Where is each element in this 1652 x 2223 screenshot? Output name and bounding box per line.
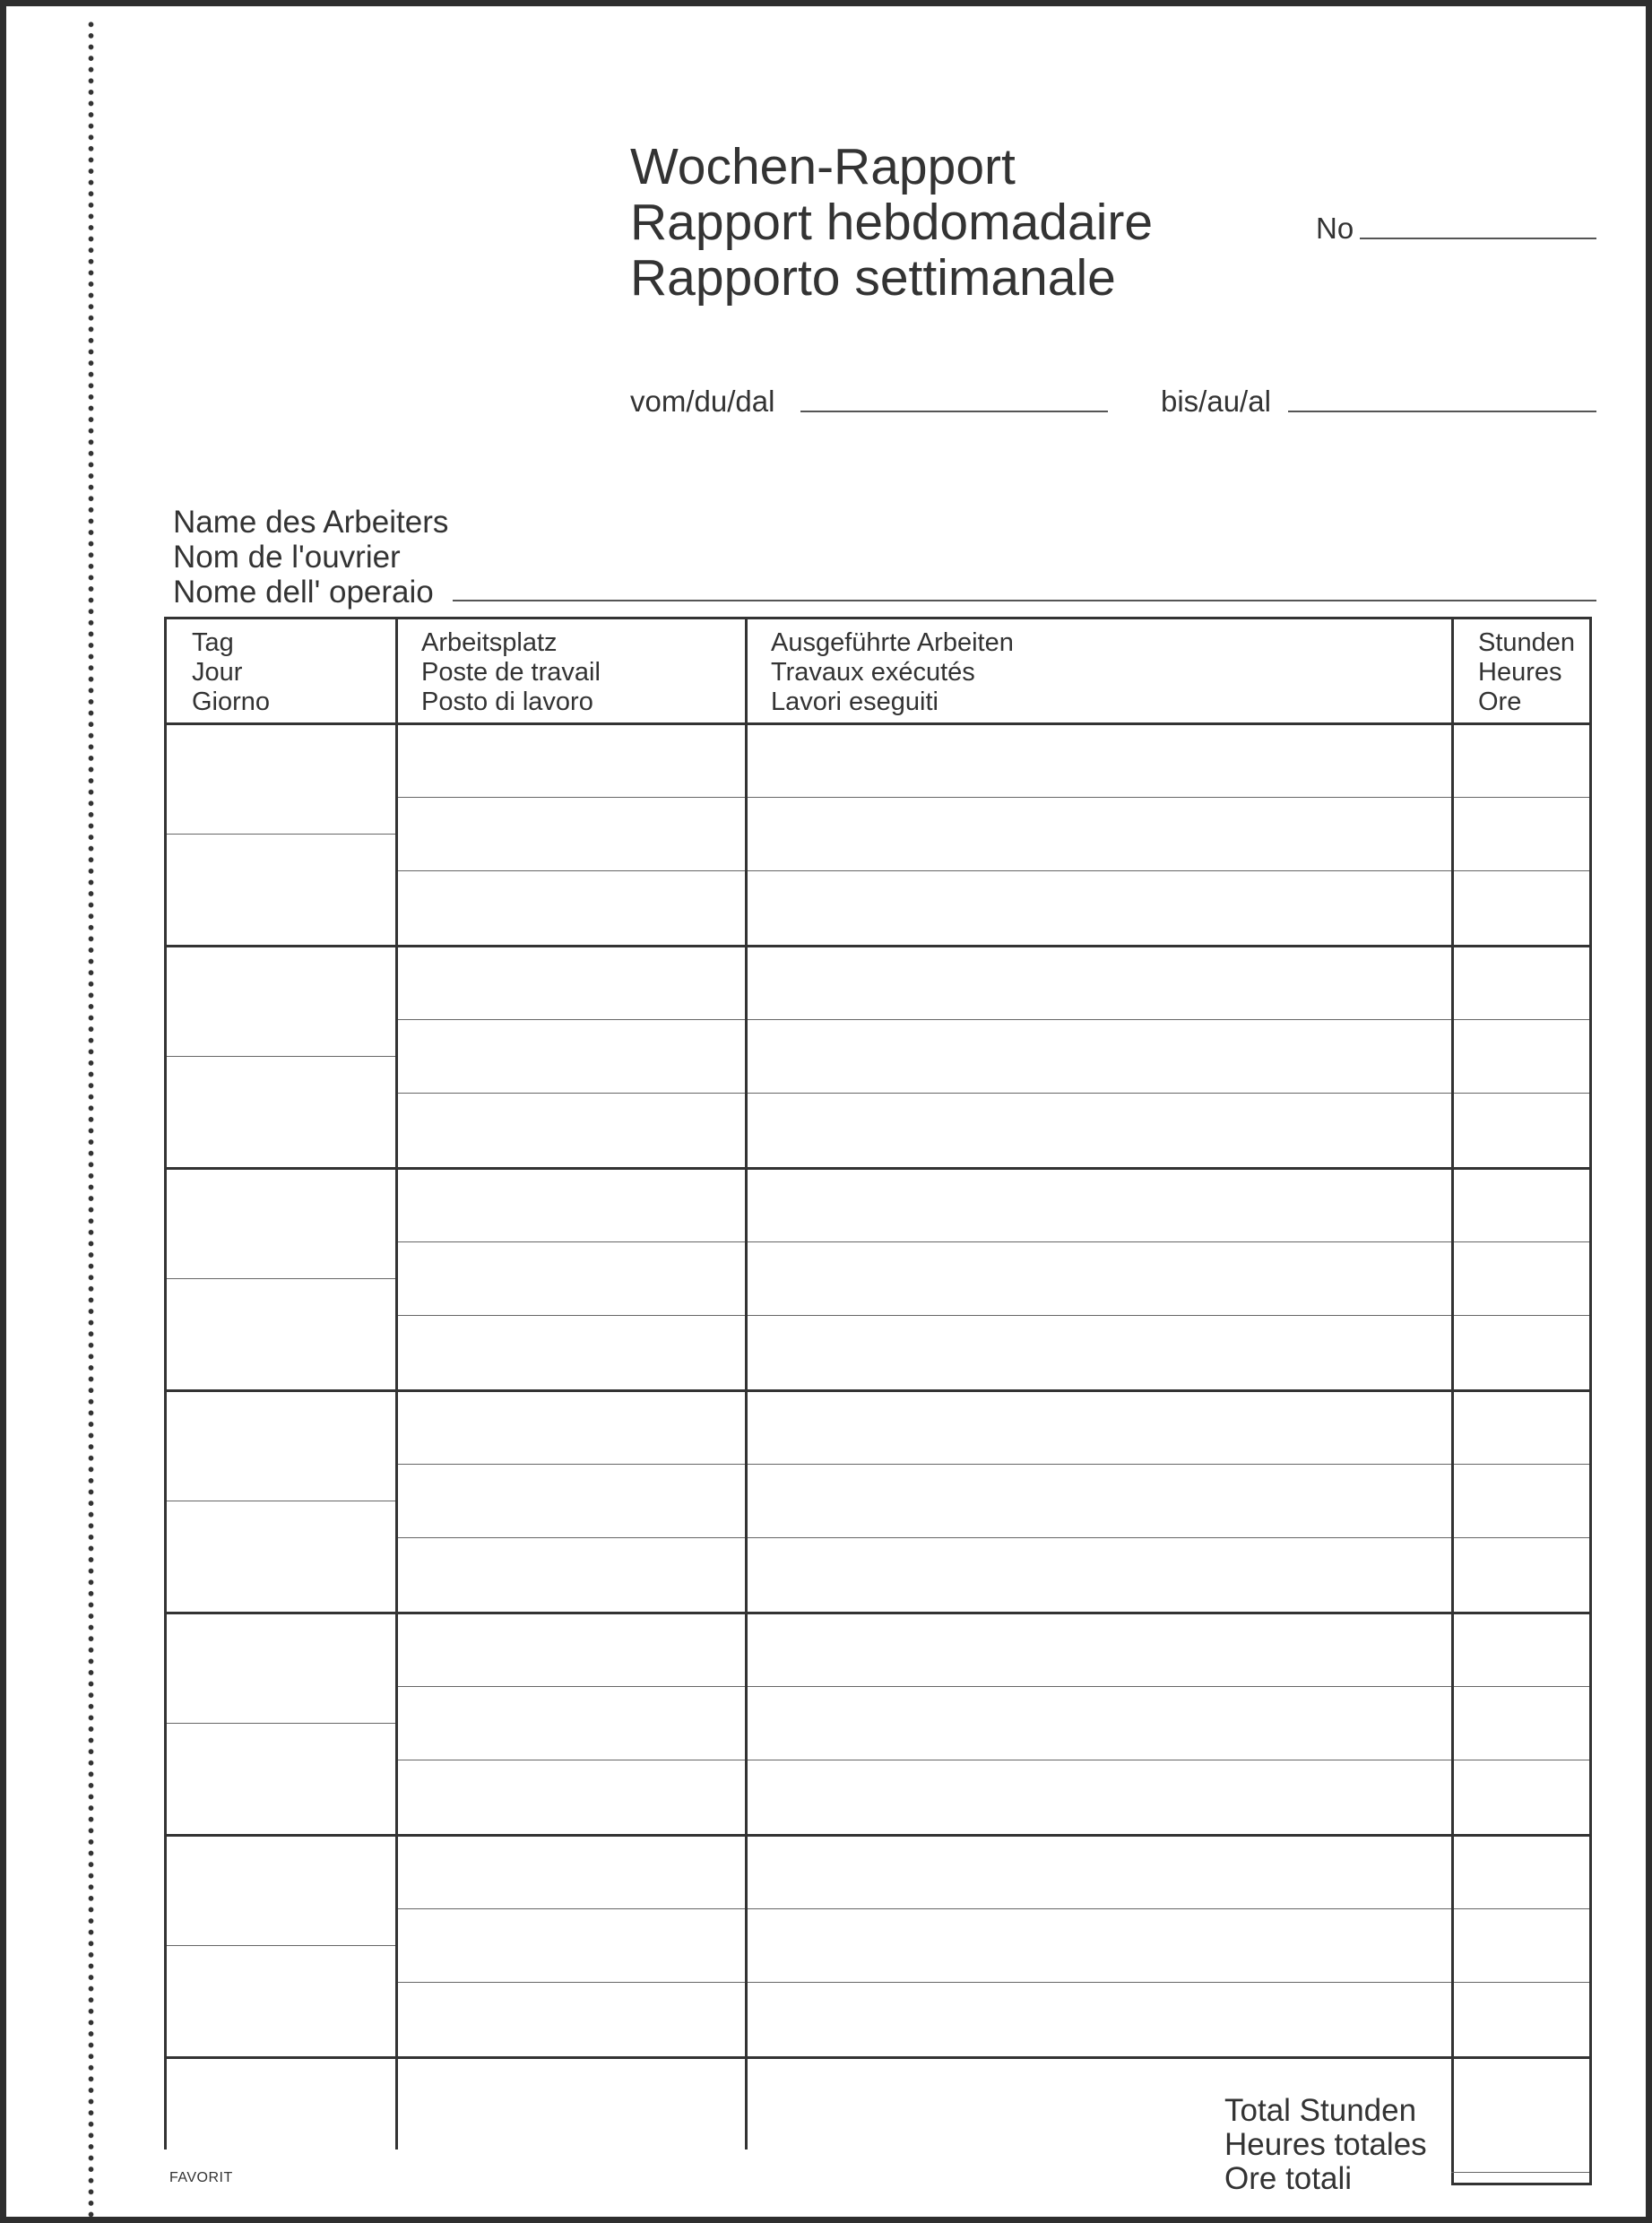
day-cell-divider — [164, 1945, 395, 1946]
from-date-field[interactable] — [800, 411, 1108, 412]
worker-label-fr: Nom de l'ouvrier — [173, 540, 401, 575]
total-label-it: Ore totali — [1224, 2161, 1352, 2196]
header-day-it: Giorno — [192, 688, 271, 716]
to-date-field[interactable] — [1288, 411, 1596, 412]
header-day — [192, 628, 270, 717]
entry-row-divider — [395, 797, 1589, 798]
day-block-divider — [164, 1612, 1589, 1614]
header-workplace-fr: Poste de travail — [421, 658, 601, 687]
header-hours-fr: Heures — [1478, 658, 1562, 687]
total-label-fr: Heures totales — [1224, 2127, 1427, 2162]
day-cell-divider — [164, 1056, 395, 1057]
header-work-done-fr: Travaux exécutés — [771, 658, 975, 687]
header-workplace — [421, 628, 601, 717]
total-label-de: Total Stunden — [1224, 2093, 1417, 2128]
day-block-divider — [164, 2056, 1589, 2059]
table-column-line — [745, 617, 748, 2149]
header-day-de: Tag — [192, 628, 234, 657]
brand-mark: FAVORIT — [169, 2170, 233, 2185]
title-it: Rapporto settimanale — [630, 249, 1116, 307]
entry-row-divider — [395, 1241, 1589, 1242]
entry-row-divider — [395, 1464, 1589, 1465]
title-de: Wochen-Rapport — [630, 138, 1016, 195]
header-hours-it: Ore — [1478, 688, 1522, 716]
day-block-divider — [164, 1167, 1589, 1170]
day-block-divider — [164, 1834, 1589, 1837]
number-label: No — [1316, 212, 1354, 245]
table-top-border — [164, 617, 1589, 619]
day-cell-divider — [164, 1723, 395, 1724]
entry-row-divider — [395, 1315, 1589, 1316]
day-block-divider — [164, 945, 1589, 947]
from-label: vom/du/dal — [630, 385, 775, 418]
table-column-line — [1451, 617, 1454, 2183]
header-workplace-de: Arbeitsplatz — [421, 628, 558, 657]
entry-row-divider — [395, 1686, 1589, 1687]
entry-row-divider — [395, 1093, 1589, 1094]
total-hours-field[interactable] — [1454, 2059, 1589, 2183]
entry-row-divider — [395, 1982, 1589, 1983]
total-box-bottom — [1451, 2183, 1592, 2185]
table-column-line — [1589, 617, 1592, 2183]
header-work-done-it: Lavori eseguiti — [771, 688, 938, 716]
table-column-line — [164, 617, 167, 2149]
entry-row-divider — [395, 870, 1589, 871]
title-fr: Rapport hebdomadaire — [630, 194, 1154, 251]
header-workplace-it: Posto di lavoro — [421, 688, 593, 716]
header-hours-de: Stunden — [1478, 628, 1576, 657]
worker-label-de: Name des Arbeiters — [173, 505, 449, 540]
header-work-done — [771, 628, 1014, 717]
to-label: bis/au/al — [1161, 385, 1271, 418]
header-hours — [1478, 628, 1575, 717]
entry-row-divider — [395, 1908, 1589, 1909]
header-day-fr: Jour — [192, 658, 243, 687]
worker-label-it: Nome dell' operaio — [173, 575, 434, 610]
table-header-divider — [164, 722, 1589, 725]
day-block-divider — [164, 1389, 1589, 1392]
day-cell-divider — [164, 1278, 395, 1279]
worker-name-field[interactable] — [453, 600, 1596, 601]
header-work-done-de: Ausgeführte Arbeiten — [771, 628, 1014, 657]
number-field[interactable] — [1360, 238, 1596, 239]
table-column-line — [395, 617, 398, 2149]
day-cell-divider — [164, 834, 395, 835]
entry-row-divider — [395, 1019, 1589, 1020]
entry-row-divider — [395, 1537, 1589, 1538]
perforation-line — [88, 19, 94, 2217]
